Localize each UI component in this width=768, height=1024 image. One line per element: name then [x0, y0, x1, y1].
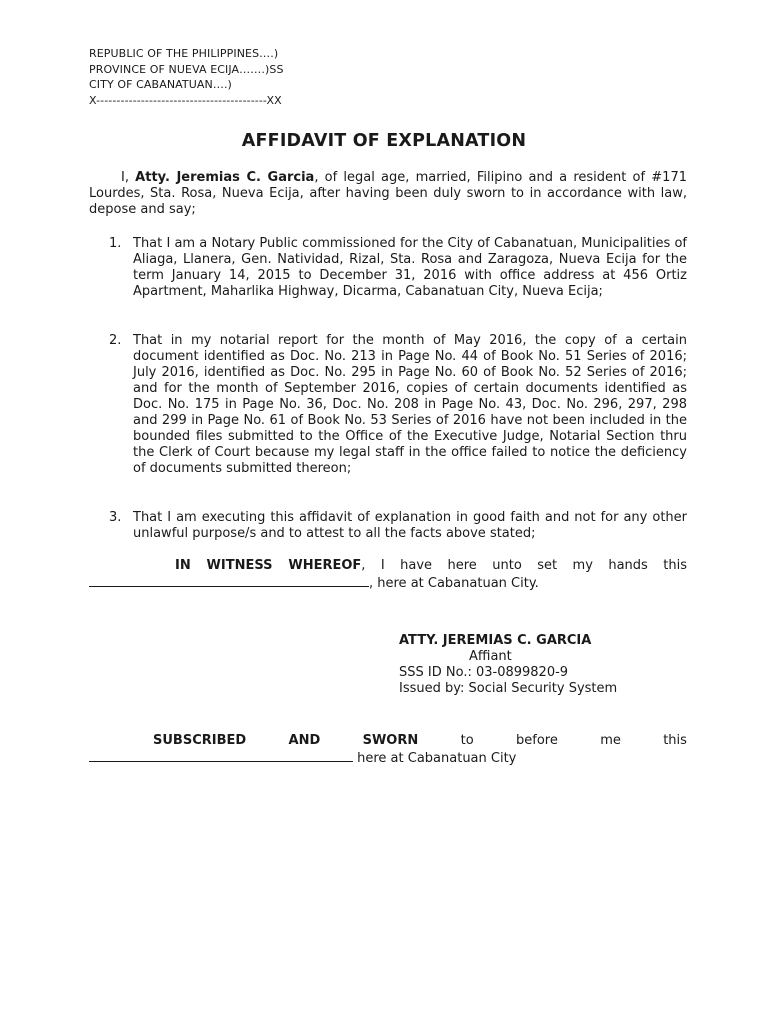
jurat-word: SWORN [362, 733, 419, 748]
witness-tail: , here at Cabanatuan City. [369, 576, 539, 591]
caption-separator: X------------------------------------------XX [89, 93, 282, 107]
jurat-first-line [89, 733, 687, 749]
jurat-date-blank-line [89, 749, 353, 762]
jurat-word: before [516, 733, 558, 748]
document-title: AFFIDAVIT OF EXPLANATION [241, 131, 527, 151]
witness-paragraph [89, 558, 687, 592]
date-blank-line [89, 574, 369, 587]
witness-bold: IN WITNESS WHEREOF [175, 558, 362, 573]
issued-by-label: Issued by: [399, 681, 465, 696]
witness-text: , I have here unto set my hands this [361, 558, 687, 573]
caption-line-city: CITY OF CABANATUAN….) [89, 78, 232, 91]
sss-id-line [399, 665, 617, 681]
affiant-name: ATTY. JEREMIAS C. GARCIA [399, 633, 592, 648]
item-text: That I am executing this affidavit of explanation in good faith and not for any other unlawful purpose/s and to attest to all the facts above stated; [133, 510, 687, 541]
sss-id-value: 03-0899820-9 [471, 665, 569, 680]
affiant-role: Affiant [469, 649, 512, 664]
venue-caption [89, 46, 284, 108]
caption-line-province: PROVINCE OF NUEVA ECIJA…….)SS [89, 62, 284, 76]
sss-id-label: SSS ID No.: [399, 665, 472, 680]
intro-pre: I, [121, 170, 136, 185]
jurat-block [89, 733, 687, 767]
intro-text: , of legal age, married, Filipino and a resident of #171 Lourdes, Sta. Rosa, Nueva Ecija, after having been duly sworn to in accordance with law, depose and say; [89, 170, 687, 217]
jurat-word: me [600, 733, 621, 748]
list-item [109, 333, 687, 477]
intro-paragraph [89, 170, 687, 218]
signature-block [399, 633, 617, 697]
item-text: That in my notarial report for the month of May 2016, the copy of a certain document identified as Doc. No. 213 in Page No. 44 of Book No. 51 Series of 2016; July 2016, identified as Doc. No. 295 in Page No. 60 of Book No. 52 Series of 2016; and for the month of September 2016, copies of certain documents identified as Doc. No. 175 in Page No. 36, Doc. No. 208 in Page No. 43, Doc. No. 296, 297, 298 and 299 in Page No. 61 of Book No. 53 Series of 2016 have not been included in the bounded files submitted to the Office of the Executive Judge, Notarial Section thru the Clerk of Court because my legal staff in the office failed to notice the deficiency of documents submitted thereon; [133, 333, 687, 476]
jurat-word: to [460, 733, 474, 748]
jurat-word: AND [288, 733, 321, 748]
item-text: That I am a Notary Public commissioned for the City of Cabanatuan, Municipalities of Aliaga, Llanera, Gen. Natividad, Rizal, Sta. Rosa and Zaragoza, Nueva Ecija for the term January 14, 2015 to December 31, 2016 with office address at 456 Ortiz Apartment, Maharlika Highway, Dicarma, Cabanatuan City, Nueva Ecija; [133, 236, 687, 299]
jurat-tail: here at Cabanatuan City [353, 751, 517, 766]
list-item [109, 510, 687, 542]
item-number: 1. [109, 236, 122, 251]
item-number: 3. [109, 510, 122, 525]
affiant-name-inline: Atty. Jeremias C. Garcia [135, 170, 315, 185]
list-item [109, 236, 687, 300]
item-number: 2. [109, 333, 122, 348]
issued-by-line [399, 681, 617, 697]
issued-by-value: Social Security System [464, 681, 618, 696]
jurat-word: this [663, 733, 687, 748]
caption-line-republic: REPUBLIC OF THE PHILIPPINES….) [89, 47, 279, 60]
jurat-word: SUBSCRIBED [153, 733, 247, 748]
